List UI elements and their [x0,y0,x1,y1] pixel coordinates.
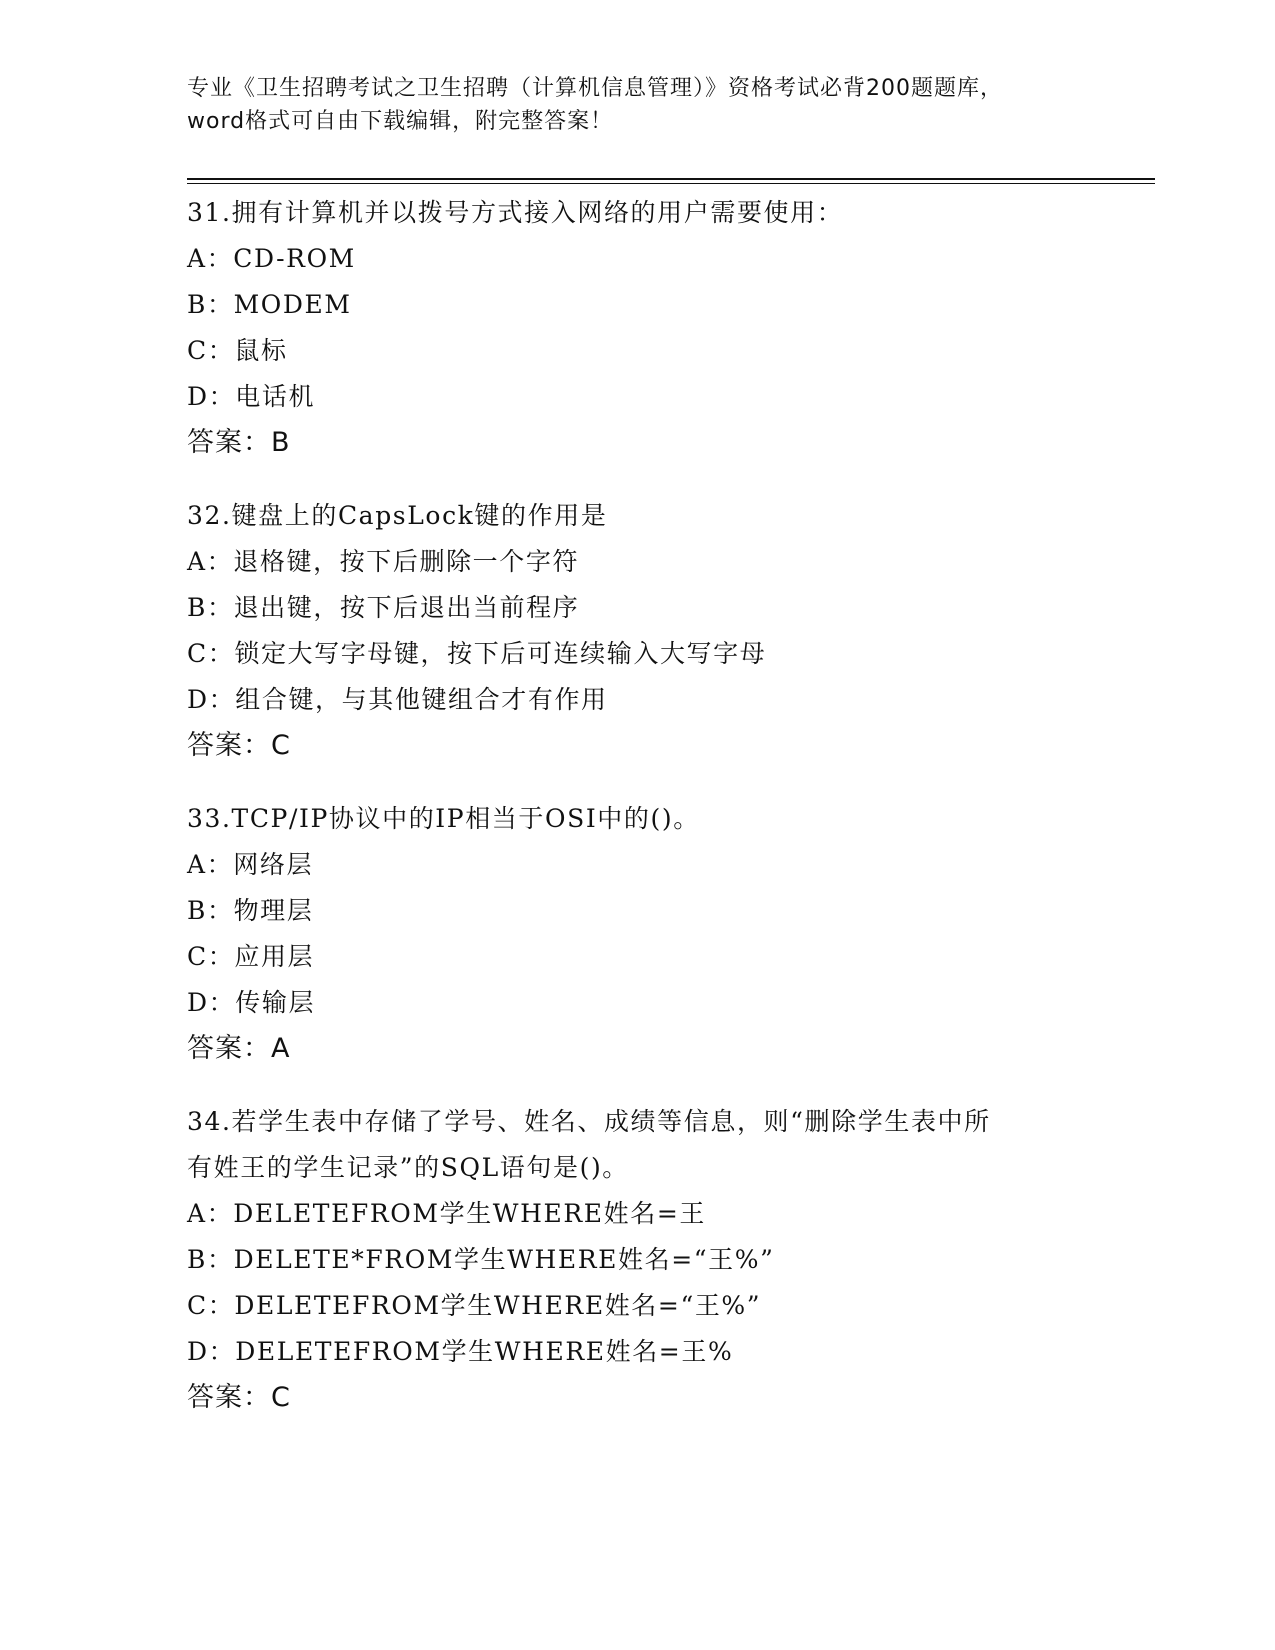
option-text: 网络层 [233,850,314,879]
option-letter: D： [187,382,236,411]
question-34 [187,1099,1087,1421]
header-divider-thin [187,183,1155,184]
option-c [187,328,1087,374]
question-33 [187,796,1087,1072]
answer-line: 答案：A [187,1033,291,1064]
option-letter: A： [187,547,234,576]
option-d [187,677,1087,723]
option-a [187,842,1087,888]
option-letter: A： [187,1199,234,1228]
header-divider-thick [187,178,1155,180]
option-text: 应用层 [234,942,315,971]
option-letter: C： [187,336,235,365]
answer-line: 答案：C [187,1382,291,1413]
question-list [187,190,1087,1448]
option-text: MODEM [233,290,352,319]
option-letter: A： [187,850,234,879]
option-letter: B： [187,290,234,319]
option-d [187,374,1087,420]
option-text: CD-ROM [233,244,356,273]
option-letter: B： [187,593,234,622]
question-stem-continued: 有姓王的学生记录”的SQL语句是()。 [187,1153,629,1182]
option-b [187,282,1087,328]
question-stem: 34.若学生表中存储了学号、姓名、成绩等信息，则“删除学生表中所 [187,1107,991,1136]
option-b [187,1237,1087,1283]
document-header [187,72,1087,138]
option-text: 鼠标 [234,336,288,365]
option-text: DELETE*FROM学生WHERE姓名=“王%” [233,1245,775,1274]
option-a [187,1191,1087,1237]
option-d [187,1329,1087,1375]
header-line-2: word格式可自由下载编辑，附完整答案！ [187,109,614,134]
option-c [187,934,1087,980]
option-letter: D： [187,685,236,714]
question-stem: 32.键盘上的CapsLock键的作用是 [187,501,608,530]
option-c [187,631,1087,677]
option-letter: D： [187,988,236,1017]
option-text: DELETEFROM学生WHERE姓名=“王%” [234,1291,762,1320]
option-text: 锁定大写字母键，按下后可连续输入大写字母 [234,639,767,668]
option-text: DELETEFROM学生WHERE姓名=王% [235,1337,734,1366]
option-a [187,539,1087,585]
option-letter: B： [187,896,234,925]
answer-line: 答案：B [187,427,291,458]
option-a [187,236,1087,282]
option-letter: B： [187,1245,234,1274]
answer-line: 答案：C [187,730,291,761]
option-b [187,888,1087,934]
option-letter: D： [187,1337,236,1366]
option-letter: A： [187,244,234,273]
question-31 [187,190,1087,466]
question-stem: 31.拥有计算机并以拨号方式接入网络的用户需要使用： [187,198,844,227]
option-text: 退出键，按下后退出当前程序 [233,593,580,622]
question-32 [187,493,1087,769]
option-letter: C： [187,639,235,668]
option-text: 电话机 [235,382,316,411]
option-text: 传输层 [235,988,316,1017]
question-stem: 33.TCP/IP协议中的IP相当于OSI中的()。 [187,804,700,833]
option-letter: C： [187,942,235,971]
option-c [187,1283,1087,1329]
option-d [187,980,1087,1026]
option-text: DELETEFROM学生WHERE姓名=王 [233,1199,706,1228]
option-letter: C： [187,1291,235,1320]
option-text: 退格键，按下后删除一个字符 [233,547,580,576]
option-text: 组合键，与其他键组合才有作用 [235,685,608,714]
option-text: 物理层 [233,896,314,925]
option-b [187,585,1087,631]
header-line-1: 专业《卫生招聘考试之卫生招聘（计算机信息管理）》资格考试必背200题题库， [187,76,1003,101]
